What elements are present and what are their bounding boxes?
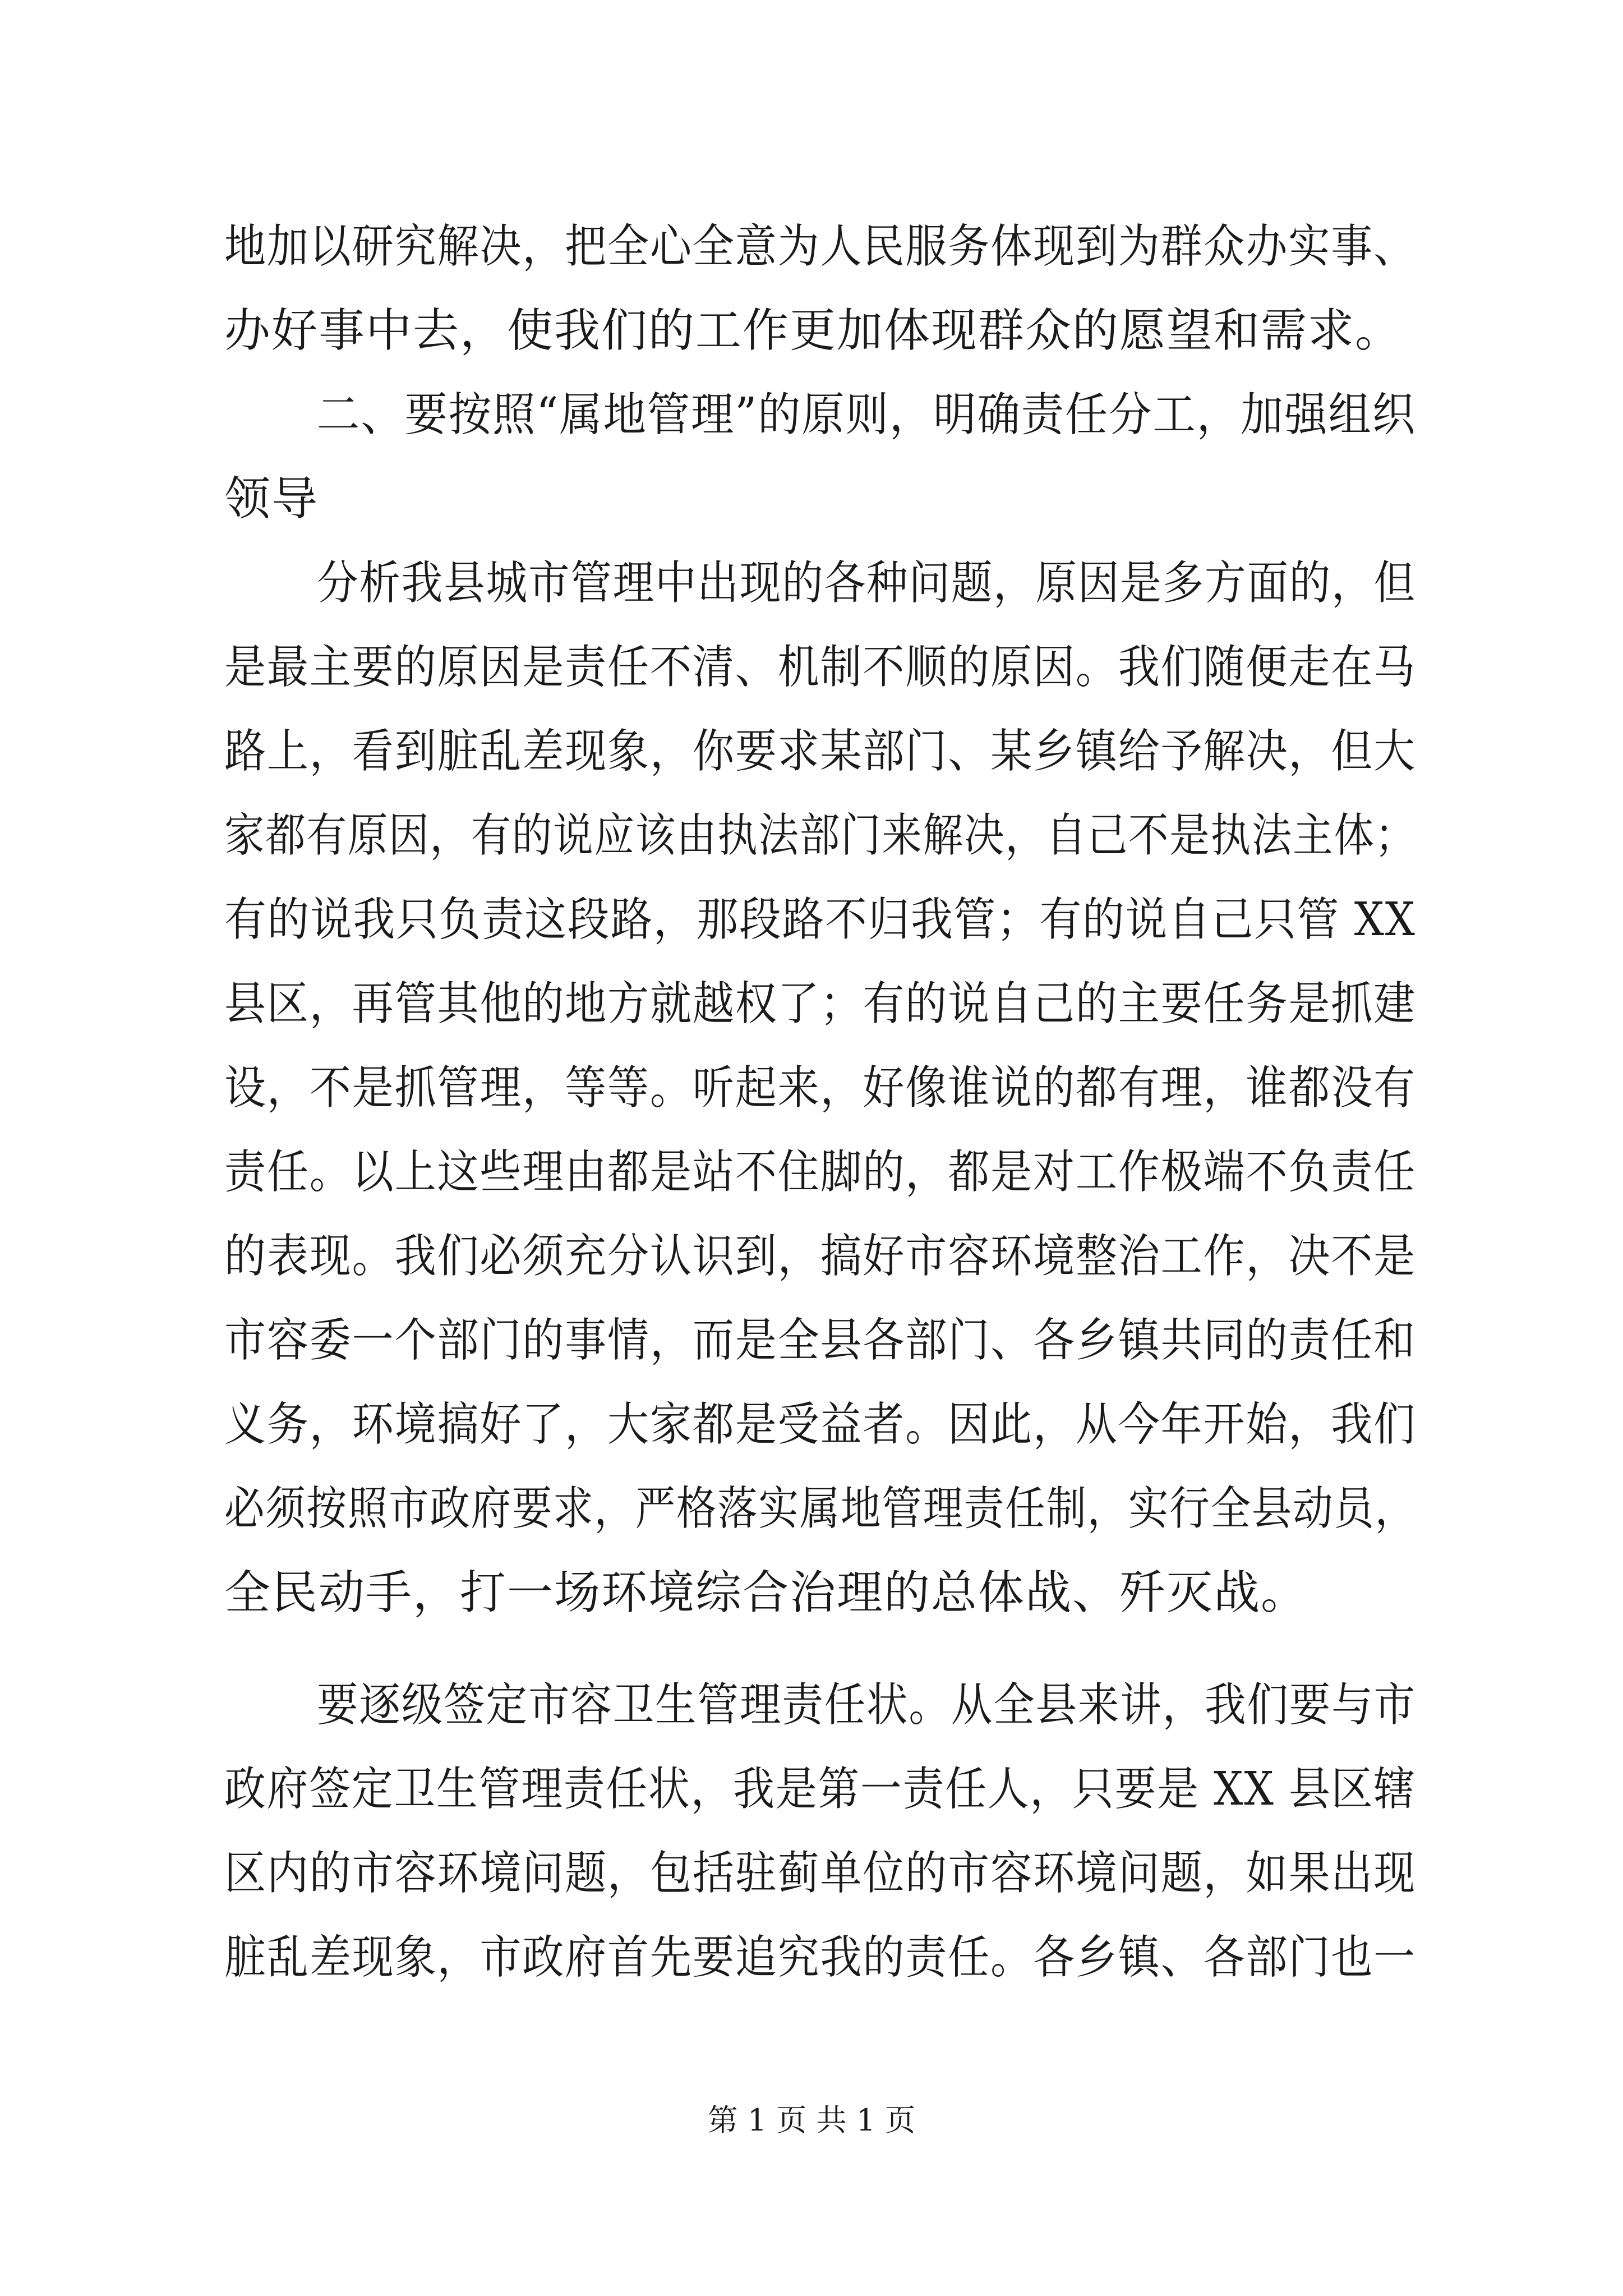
body-line: 是最主要的原因是责任不清、机制不顺的原因。我们随便走在马 [224,641,1417,694]
body-line: 县区，再管其他的地方就越权了；有的说自己的主要任务是抓建 [224,977,1417,1030]
body-line: 责任。以上这些理由都是站不住脚的，都是对工作极端不负责任 [224,1145,1417,1199]
body-line: 市容委一个部门的事情，而是全县各部门、各乡镇共同的责任和 [224,1314,1417,1367]
body-line: 分析我县城市管理中出现的各种问题，原因是多方面的，但 [317,556,1416,610]
body-line: 的表现。我们必须充分认识到，搞好市容环境整治工作，决不是 [224,1230,1417,1283]
body-line: 有的说我只负责这段路，那段路不归我管；有的说自己只管 XX [224,893,1416,946]
body-line: 全民动手，打一场环境综合治理的总体战、歼灭战。 [224,1566,1308,1619]
body-line: 路上，看到脏乱差现象，你要求某部门、某乡镇给予解决，但大 [224,725,1417,778]
body-line: 区内的市容环境问题，包括驻蓟单位的市容环境问题，如果出现 [224,1847,1417,1900]
body-line: 家都有原因，有的说应该由执法部门来解决，自己不是执法主体； [224,809,1416,862]
body-line: 政府签定卫生管理责任状，我是第一责任人，只要是 XX 县区辖 [224,1763,1416,1816]
body-line: 设，不是抓管理，等等。听起来，好像谁说的都有理，谁都没有 [224,1061,1417,1115]
body-line: 地加以研究解决，把全心全意为人民服务体现到为群众办实事、 [224,220,1417,273]
body-line: 必须按照市政府要求，严格落实属地管理责任制，实行全县动员， [224,1482,1416,1535]
body-line: 办好事中去，使我们的工作更加体现群众的愿望和需求。 [224,304,1403,357]
body-line: 脏乱差现象，市政府首先要追究我的责任。各乡镇、各部门也一 [224,1931,1417,1984]
page-footer: 第 1 页 共 1 页 [707,2102,916,2138]
body-line: 要逐级签定市容卫生管理责任状。从全县来讲，我们要与市 [317,1678,1416,1732]
body-line: 义务，环境搞好了，大家都是受益者。因此，从今年开始，我们 [224,1398,1417,1451]
section-heading-line: 领导 [224,472,319,526]
section-heading-line: 二、要按照“属地管理”的原则，明确责任分工，加强组织 [317,388,1416,441]
